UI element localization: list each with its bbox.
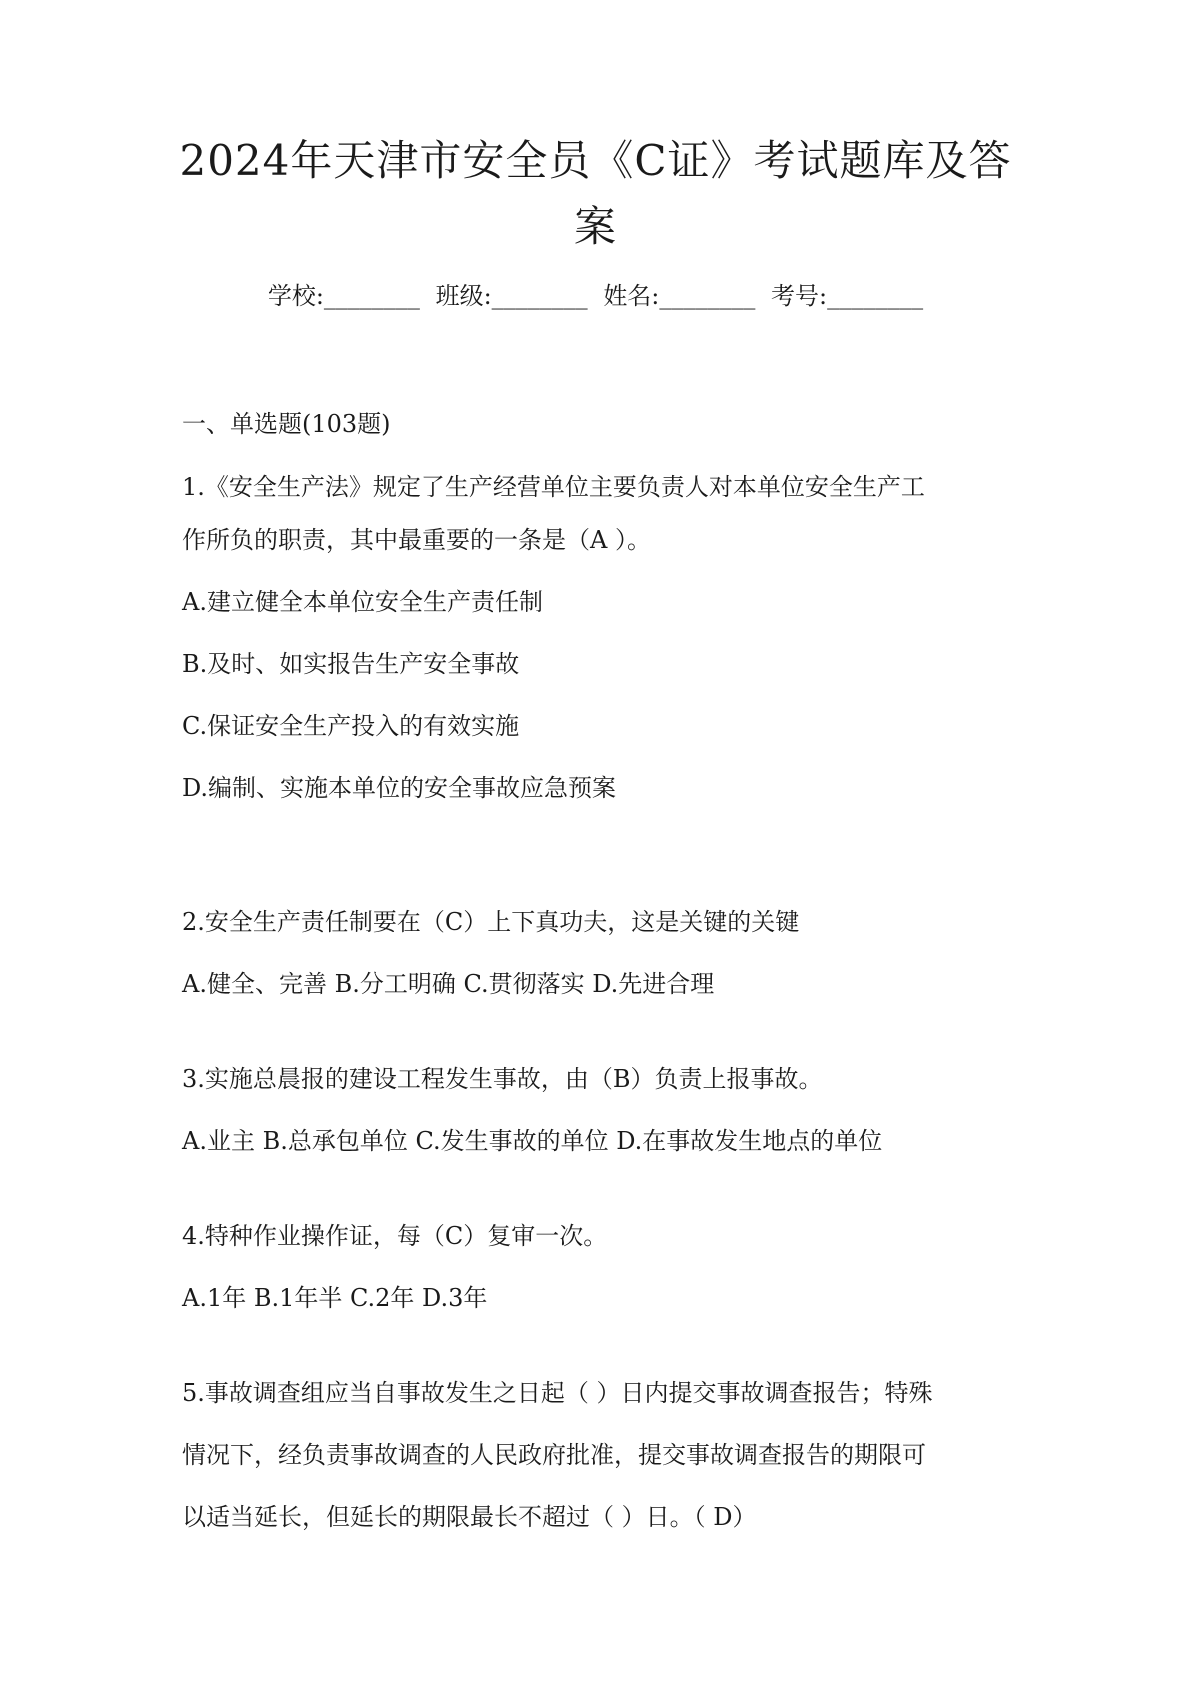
- document-title: [150, 128, 1041, 260]
- question-1-stem-line-2: 作所负的职责，其中最重要的一条是（A ）。: [182, 526, 651, 554]
- question-1-stem-line-1: 1.《安全生产法》规定了生产经营单位主要负责人对本单位安全生产工: [182, 473, 925, 501]
- title-line-2: 案: [573, 202, 617, 251]
- section-heading: 一、单选题(103题): [182, 410, 391, 438]
- class-field: 班级:________: [435, 282, 588, 310]
- question-1-option-b: B.及时、如实报告生产安全事故: [182, 650, 520, 678]
- school-field: 学校:________: [267, 282, 420, 310]
- question-2-stem: 2.安全生产责任制要在（C）上下真功夫，这是关键的关键: [182, 908, 800, 936]
- student-info-line: [0, 278, 1191, 314]
- question-1-option-d: D.编制、实施本单位的安全事故应急预案: [182, 774, 617, 802]
- title-line-1: 2024年天津市安全员《C证》考试题库及答: [179, 136, 1012, 185]
- question-5-stem-line-1: 5.事故调查组应当自事故发生之日起（ ）日内提交事故调查报告；特殊: [182, 1379, 933, 1407]
- question-1-option-c: C.保证安全生产投入的有效实施: [182, 712, 520, 740]
- question-2-options: A.健全、完善 B.分工明确 C.贯彻落实 D.先进合理: [182, 970, 715, 998]
- question-5-stem-line-2: 情况下，经负责事故调查的人民政府批准，提交事故调查报告的期限可: [182, 1441, 926, 1469]
- question-4-stem: 4.特种作业操作证，每（C）复审一次。: [182, 1222, 608, 1250]
- exam-number-field: 考号:________: [771, 282, 924, 310]
- question-3-options: A.业主 B.总承包单位 C.发生事故的单位 D.在事故发生地点的单位: [182, 1127, 883, 1155]
- name-field: 姓名:________: [603, 282, 756, 310]
- question-4-options: A.1年 B.1年半 C.2年 D.3年: [182, 1284, 488, 1312]
- question-1-option-a: A.建立健全本单位安全生产责任制: [182, 588, 543, 616]
- question-5-stem-line-3: 以适当延长，但延长的期限最长不超过（ ）日。（ D）: [182, 1503, 757, 1531]
- question-3-stem: 3.实施总晨报的建设工程发生事故，由（B）负责上报事故。: [182, 1065, 823, 1093]
